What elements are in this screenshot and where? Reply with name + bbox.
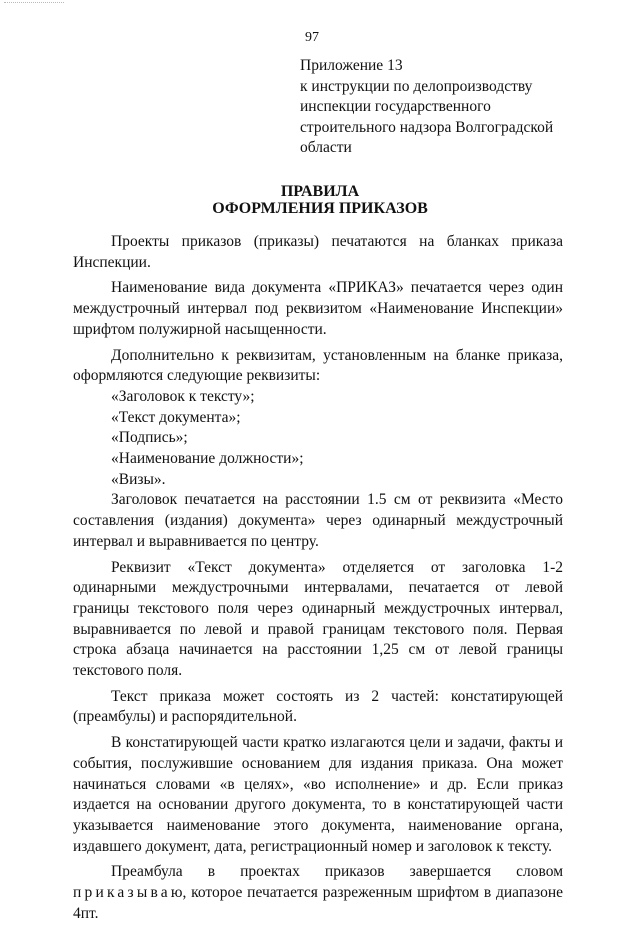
requisite-item: «Подпись»; bbox=[111, 429, 188, 447]
final-paragraph-start: Преамбула в проектах приказов завершается словом bbox=[111, 863, 563, 881]
paragraph: Текст приказа может состоять из 2 частей: констатирующей (преамбулы) и распорядительной. bbox=[73, 687, 563, 726]
appendix-line: инспекции государственного bbox=[300, 98, 491, 115]
appendix-line: области bbox=[300, 139, 352, 156]
document-body bbox=[73, 232, 563, 925]
scan-artifact bbox=[0, 0, 640, 12]
appendix-block bbox=[300, 56, 600, 159]
document-title-line-2: ОФОРМЛЕНИЯ ПРИКАЗОВ bbox=[212, 200, 428, 217]
requisite-item: «Визы». bbox=[111, 470, 166, 488]
paragraph: Реквизит «Текст документа» отделяется от заголовка 1-2 одинарными междустрочными интервалами, печатается от левой границы текстового поля через одинарный междустрочных интервал, выравнивается по левой и правой границам текстового поля. Первая строка абзаца начинается на расстоянии 1,25 см от левой границы текстового поля. bbox=[73, 558, 563, 680]
paragraph: В констатирующей части кратко излагаются цели и задачи, факты и события, послужившие основанием для издания приказа. Она может начинаться словами «в целях», «во исполнение» и др. Если приказ издается на основании другого документа, то в констатирующей части указывается наименование этого документа, наименование органа, издавшего документ, дата, регистрационный номер и заголовок к тексту. bbox=[73, 734, 563, 855]
paragraph: Проекты приказов (приказы) печатаются на бланках приказа Инспекции. bbox=[73, 233, 563, 271]
paragraph: Дополнительно к реквизитам, установленным на бланке приказа, оформляются следующие реквизиты: bbox=[73, 346, 563, 385]
final-paragraph bbox=[73, 862, 563, 924]
requisite-item: «Текст документа»; bbox=[111, 408, 241, 426]
requisite-item: «Наименование должности»; bbox=[111, 450, 304, 468]
appendix-line: к инструкции по делопроизводству bbox=[300, 77, 533, 95]
appendix-line: строительного надзора Волгоградской bbox=[300, 118, 554, 136]
document-title-line-1: ПРАВИЛА bbox=[280, 183, 360, 200]
requisite-item: «Заголовок к тексту»; bbox=[111, 387, 255, 405]
spaced-word: приказыва bbox=[73, 884, 171, 902]
paragraph: Наименование вида документа «ПРИКАЗ» печатается через один междустрочный интервал под реквизитом «Наименование Инспекции» шрифтом полужирной насыщенности. bbox=[73, 279, 563, 338]
paragraph: Заголовок печатается на расстоянии 1.5 см от реквизита «Место составления (издания) документа» через одинарный междустрочный интервал и выравнивается по центру. bbox=[73, 491, 563, 550]
page-number: 97 bbox=[305, 30, 319, 45]
scan-dots bbox=[4, 2, 64, 6]
appendix-line: Приложение 13 bbox=[300, 57, 403, 74]
final-paragraph-end: ю, которое печатается разреженным шрифтом в диапазоне 4пт. bbox=[73, 884, 563, 922]
